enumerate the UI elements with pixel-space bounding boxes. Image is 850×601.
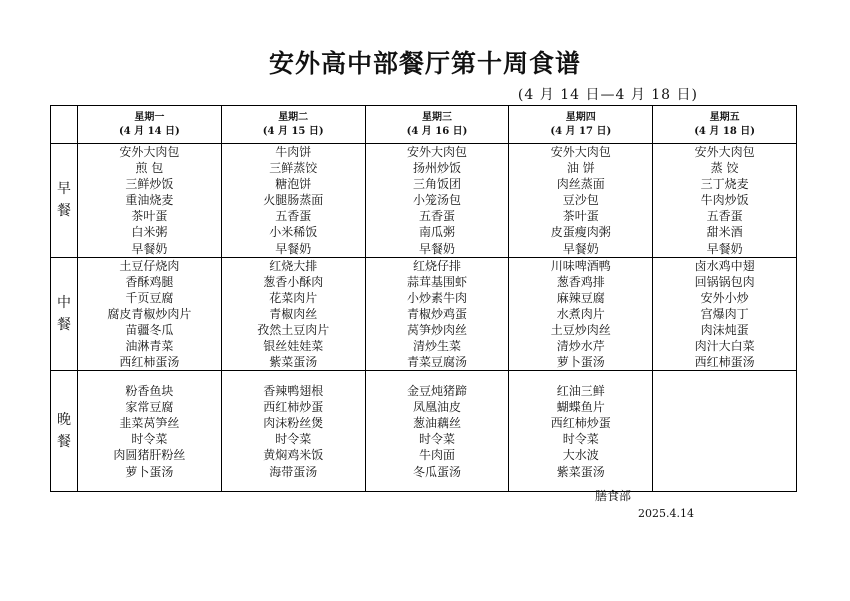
dish-cell: [221, 144, 365, 258]
dish-cell-empty: [653, 371, 797, 492]
dish: 紫菜蛋汤: [556, 464, 605, 479]
day-date: (4 月 15 日): [262, 125, 324, 137]
dish: 回锅锅包肉: [694, 274, 755, 289]
dish-cell: [78, 257, 222, 371]
dish: 安外大肉包: [119, 145, 180, 159]
dish: 肉圆猪肝粉丝: [113, 448, 186, 463]
dish: 川味啤酒鸭: [550, 258, 611, 273]
dish: 水煮肉片: [556, 306, 605, 321]
dish: 肉汁大白菜: [694, 339, 755, 354]
dish: 牛肉面: [418, 448, 455, 463]
dish: 香辣鸭翅根: [263, 384, 324, 399]
signer: 膳食部: [595, 489, 632, 503]
day-header-wed: [365, 106, 509, 144]
dish: 安外小炒: [700, 290, 749, 305]
dish-cell: [509, 371, 653, 492]
dish: 煎 包: [135, 161, 164, 176]
dish: 安外大肉包: [694, 145, 755, 159]
date-range: (4 月 14 日—4 月 18 日): [517, 87, 698, 103]
dish: 粉香鱼块: [125, 384, 174, 399]
dish: 三角饭团: [412, 177, 461, 192]
dish: 西红柿蛋汤: [119, 355, 180, 370]
page-title: 安外高中部餐厅第十周食谱: [268, 49, 581, 78]
dish: 时令菜: [418, 432, 455, 447]
dish: 清炒水芹: [556, 339, 605, 354]
dish: 白米粥: [131, 225, 168, 240]
day-header-tue: [221, 106, 365, 144]
corner-cell: [51, 106, 78, 144]
dish: 清炒生菜: [412, 339, 461, 354]
issue-date: 2025.4.14: [638, 507, 694, 520]
dish: 小笼汤包: [412, 193, 461, 208]
dish-cell: [221, 257, 365, 371]
dish: 葱香小酥肉: [263, 274, 324, 289]
dish: 时令菜: [131, 432, 168, 447]
dish: 早餐奶: [131, 241, 168, 256]
dish: 卤水鸡中翅: [694, 258, 755, 273]
dish: 南瓜粥: [418, 225, 455, 240]
dish: 时令菜: [275, 432, 312, 447]
day-name: 星期二: [278, 111, 309, 123]
meal-label-breakfast: [51, 144, 78, 258]
dish: 三丁烧麦: [700, 177, 749, 192]
dish: 早餐奶: [275, 241, 312, 256]
dish: 花菜肉片: [269, 290, 318, 305]
dish: 千页豆腐: [125, 290, 174, 305]
dish: 时令菜: [562, 432, 599, 447]
dish: 肉沫炖蛋: [700, 323, 749, 338]
dish: 紫菜蛋汤: [269, 355, 318, 370]
day-header-fri: [653, 106, 797, 144]
dish: 葱油藕丝: [412, 416, 461, 431]
dish-cell: [509, 144, 653, 258]
dish-cell: [78, 144, 222, 258]
dish: 西红柿炒蛋: [550, 416, 611, 431]
meal-label-char: 餐: [57, 203, 71, 220]
dish: 三鲜炒饭: [125, 177, 174, 192]
dish: 早餐奶: [562, 241, 599, 256]
day-date: (4 月 18 日): [694, 125, 755, 137]
dish: 牛肉炒饭: [700, 193, 749, 208]
dish: 土豆炒肉丝: [550, 323, 611, 338]
day-date: (4 月 16 日): [406, 125, 468, 137]
dish: 大水波: [562, 448, 599, 463]
dish: 银丝娃娃菜: [263, 339, 324, 354]
dish-cell: [365, 371, 509, 492]
dish: 莴笋炒肉丝: [406, 323, 467, 338]
meal-label-lunch: [51, 257, 78, 371]
dish: 萝卜蛋汤: [556, 355, 605, 370]
dish: 苗疆冬瓜: [125, 323, 174, 338]
lunch-row: [51, 257, 797, 371]
dish: 蒜茸基围虾: [406, 274, 467, 289]
dish: 蝴蝶鱼片: [556, 400, 605, 415]
dish: 腐皮青椒炒肉片: [107, 306, 192, 321]
dish: 皮蛋瘦肉粥: [550, 225, 611, 240]
meal-label-char: 晚: [57, 412, 71, 429]
dish: 小米稀饭: [269, 225, 318, 240]
dish: 早餐奶: [706, 241, 743, 256]
dish: 红油三鲜: [556, 384, 605, 399]
dish: 五香蛋: [706, 209, 743, 224]
dish: 豆沙包: [562, 193, 599, 208]
dish: 青菜豆腐汤: [406, 355, 467, 370]
dish: 早餐奶: [418, 241, 455, 256]
dish: 蒸 饺: [710, 161, 739, 176]
dish: 扬州炒饭: [412, 161, 461, 176]
dish: 孜然土豆肉片: [257, 323, 330, 338]
meal-label-dinner: [51, 371, 78, 492]
dish: 海带蛋汤: [269, 464, 318, 479]
dish-cell: [509, 257, 653, 371]
dish: 红烧仔排: [412, 258, 461, 273]
day-header-mon: [78, 106, 222, 144]
dish: 小炒素牛肉: [406, 290, 467, 305]
dish: 冬瓜蛋汤: [412, 464, 461, 479]
dish: 五香蛋: [275, 209, 312, 224]
dish: 肉沫粉丝煲: [263, 416, 324, 431]
day-header-row: [51, 106, 797, 144]
dinner-row: [51, 371, 797, 492]
dish: 安外大肉包: [550, 145, 611, 159]
menu-table: [50, 105, 797, 492]
dish: 凤凰油皮: [412, 400, 461, 415]
dish: 肉丝蒸面: [556, 177, 605, 192]
dish: 西红柿炒蛋: [263, 400, 324, 415]
dish: 甜米酒: [706, 225, 743, 240]
dish-cell: [365, 257, 509, 371]
meal-label-char: 中: [57, 294, 71, 311]
dish: 家常豆腐: [125, 400, 174, 415]
dish-cell: [653, 257, 797, 371]
dish: 青椒炒鸡蛋: [406, 306, 467, 321]
meal-label-char: 餐: [57, 316, 71, 333]
dish-cell: [78, 371, 222, 492]
dish: 黄焖鸡米饭: [263, 448, 324, 463]
day-header-thu: [509, 106, 653, 144]
dish: 土豆仔烧肉: [119, 258, 180, 273]
dish: 安外大肉包: [406, 145, 467, 159]
dish: 油 饼: [566, 161, 595, 176]
dish-cell: [365, 144, 509, 258]
dish: 火腿肠蒸面: [263, 193, 324, 208]
dish: 麻辣豆腐: [556, 290, 605, 305]
dish: 西红柿蛋汤: [694, 355, 755, 370]
dish: 茶叶蛋: [562, 209, 599, 224]
dish-cell: [221, 371, 365, 492]
dish: 萝卜蛋汤: [125, 464, 174, 479]
day-name: 星期一: [134, 111, 165, 123]
dish: 牛肉饼: [275, 145, 312, 159]
day-name: 星期五: [709, 111, 740, 123]
day-name: 星期四: [565, 111, 596, 123]
day-date: (4 月 14 日): [119, 125, 180, 137]
breakfast-row: [51, 144, 797, 258]
dish: 茶叶蛋: [131, 209, 168, 224]
day-date: (4 月 17 日): [550, 125, 612, 137]
meal-label-char: 早: [57, 181, 71, 198]
meal-label-char: 餐: [57, 434, 71, 451]
dish: 韭菜莴笋丝: [119, 416, 180, 431]
dish: 香酥鸡腿: [125, 274, 174, 289]
dish: 三鲜蒸饺: [269, 161, 318, 176]
dish: 金豆炖猪蹄: [406, 384, 467, 399]
dish: 糖泡饼: [275, 177, 312, 192]
dish-cell: [653, 144, 797, 258]
dish: 宫爆肉丁: [700, 306, 749, 321]
dish: 重油烧麦: [125, 193, 174, 208]
dish: 青椒肉丝: [269, 306, 318, 321]
dish: 油淋青菜: [125, 339, 174, 354]
dish: 红烧大排: [269, 258, 318, 273]
day-name: 星期三: [421, 111, 452, 123]
dish: 葱香鸡排: [556, 274, 605, 289]
dish: 五香蛋: [418, 209, 455, 224]
